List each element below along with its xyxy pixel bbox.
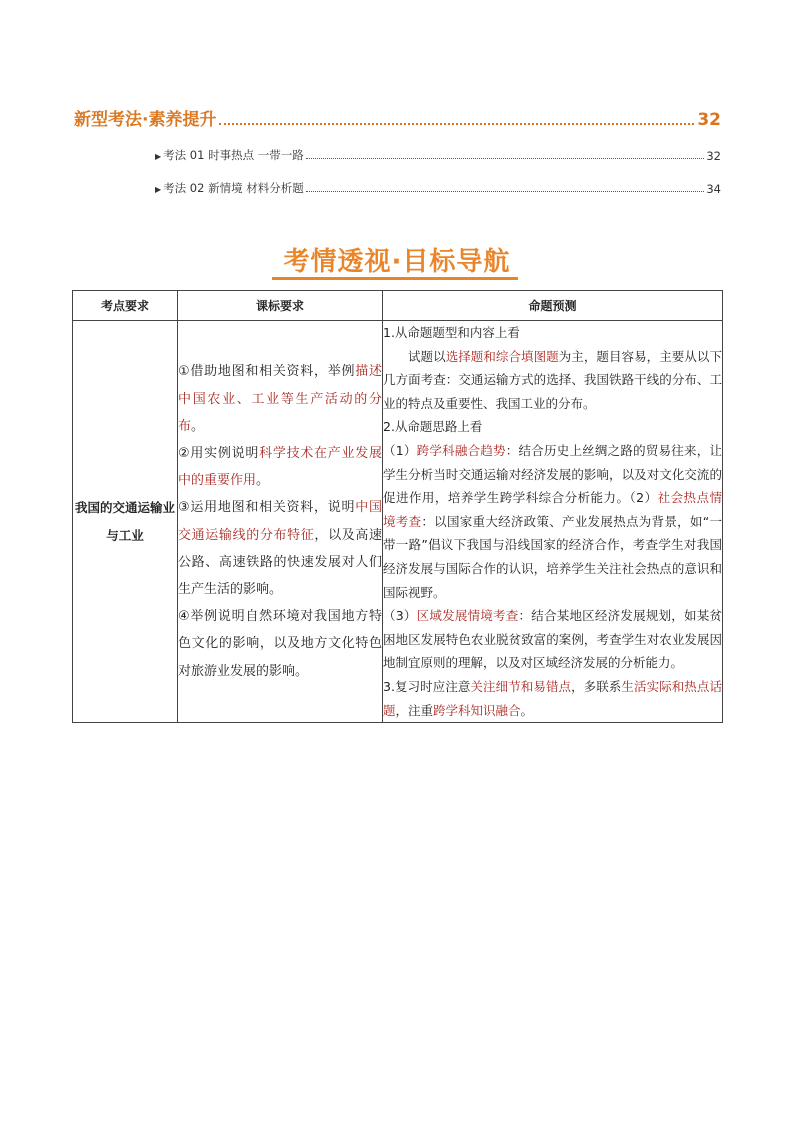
text: ③运用地图和相关资料，说明 — [178, 500, 356, 516]
text: ，以及高速公路、高速铁路的快速发展对人们生产生活的影响。 — [178, 527, 382, 597]
toc-entry-label: 考法 02 新情境 材料分析题 — [163, 181, 304, 195]
toc-entry-label: 考法 01 时事热点 一带一路 — [163, 148, 304, 162]
requirement-item: ④举例说明自然环境对我国地方特色文化的影响，以及地方文化特色对旅游业发展的影响。 — [178, 609, 382, 679]
column-header: 命题预测 — [383, 291, 723, 321]
triangle-bullet-icon: ▶ — [155, 152, 162, 161]
text: 。 — [191, 418, 205, 434]
highlight-text: 关注细节和易错点 — [470, 678, 572, 694]
toc-leader-dots — [306, 158, 705, 159]
requirement-item — [178, 440, 382, 494]
requirement-item — [178, 358, 382, 440]
requirements-cell — [178, 321, 383, 723]
text: 为主，题目容易，主要从以下几方面考查：交通运输方式的选择、我国铁路干线的分布、工业的特点及重要性、我国工业的分布。 — [383, 348, 722, 411]
title-underline — [272, 277, 518, 280]
toc-entry-main[interactable] — [74, 104, 721, 130]
toc-entry-page: 34 — [706, 182, 721, 196]
highlight-text: 中国交通运输线的分布特征 — [178, 500, 382, 543]
text: 。 — [520, 702, 534, 718]
prediction-cell — [383, 321, 723, 723]
text: ：结合历史上丝绸之路的贸易往来，让学生分析当时交通运输对经济发展的影响，以及对文化交流的促进作用，培养学生跨学科综合分析能力。（2） — [383, 442, 722, 506]
highlight-text: 选择题和综合填图题 — [445, 348, 559, 364]
column-header: 考点要求 — [73, 291, 178, 321]
prediction-paragraph — [383, 439, 722, 604]
highlight-text: 生活实际和热点话题 — [383, 678, 722, 718]
text: ：结合某地区经济发展规划，如某贫困地区发展特色农业脱贫致富的案例，考查学生对农业发展因地制宜原则的理解，以及对区域经济发展的分析能力。 — [383, 608, 722, 671]
text: 。 — [256, 473, 270, 489]
prediction-paragraph — [383, 675, 722, 722]
text: （3） — [383, 608, 417, 624]
requirement-item — [178, 494, 382, 603]
text: ，多联系 — [571, 678, 622, 694]
text: （1） — [383, 442, 417, 458]
prediction-paragraph — [383, 604, 722, 675]
column-header: 课标要求 — [178, 291, 383, 321]
text: ，注重 — [395, 702, 434, 718]
toc-entry[interactable] — [155, 178, 721, 196]
highlight-text: 区域发展情境考查 — [416, 608, 519, 624]
exam-analysis-table — [72, 290, 723, 723]
prediction-heading: 2.从命题思路上看 — [383, 419, 483, 435]
highlight-text: 科学技术在产业发展中的重要作用 — [178, 445, 382, 489]
prediction-heading: 1.从命题题型和内容上看 — [383, 325, 520, 340]
text: ①借助地图和相关资料，举例 — [178, 364, 356, 380]
toc-leader-dots — [306, 191, 705, 192]
table-header-row — [73, 291, 723, 321]
toc-entry-page: 32 — [706, 149, 721, 163]
highlight-text: 描述中国农业、工业等生产活动的分布 — [178, 364, 382, 434]
highlight-text: 社会热点情境考查 — [383, 490, 722, 529]
highlight-text: 跨学科融合趋势 — [416, 442, 506, 458]
triangle-bullet-icon: ▶ — [155, 185, 162, 194]
table-row — [73, 321, 723, 723]
prediction-paragraph — [383, 345, 722, 416]
text: ②用实例说明 — [178, 445, 260, 461]
toc-leader-dots — [219, 123, 694, 125]
toc-main-page: 32 — [697, 110, 721, 130]
toc-entry[interactable] — [155, 145, 721, 163]
text: 3.复习时应注意 — [383, 678, 471, 694]
text: 试题以 — [408, 348, 446, 364]
topic-cell: 我国的交通运输业与工业 — [73, 321, 178, 723]
text: ：以国家重大经济政策、产业发展热点为背景，如“一带一路”倡议下我国与沿线国家的经济合作，考查学生对我国经济发展与国际合作的认识，培养学生关注社会热点的意识和国际视野。 — [383, 513, 722, 600]
highlight-text: 跨学科知识融合 — [433, 702, 521, 718]
section-title: 考情透视·目标导航 — [283, 247, 511, 277]
toc-main-label: 新型考法·素养提升 — [74, 110, 217, 130]
